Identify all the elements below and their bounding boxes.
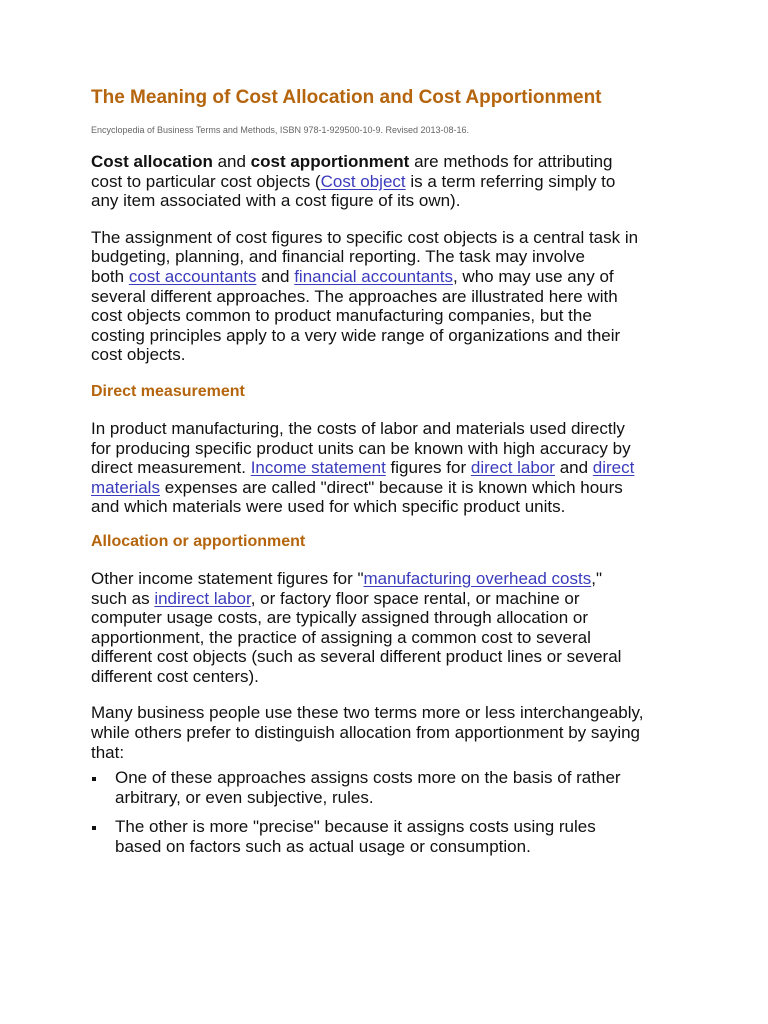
link-manufacturing-overhead-costs[interactable]: manufacturing overhead costs: [363, 568, 592, 588]
list-item: The other is more "precise" because it assigns costs using rules based on factors such as actual usage or consumption.: [91, 817, 691, 856]
link-cost-accountants[interactable]: cost accountants: [128, 266, 257, 286]
intro-paragraph: Cost allocation and cost apportionment are methods for attributing cost to particular cost objects (Cost object is a term referring simply to any item associated with a cost figure of its own).: [91, 152, 616, 211]
link-direct-materials[interactable]: direct: [592, 458, 635, 478]
link-income-statement[interactable]: Income statement: [250, 458, 386, 478]
assignment-paragraph: The assignment of cost figures to specific cost objects is a central task in budgeting, planning, and financial reporting. The task may involve both cost accountants and financial accountants, who may use any of several different approaches. The approaches are illustrated here with cost objects common to product manufacturing companies, but the costing principles apply to a very wide range of organizations and their cost objects.: [91, 227, 639, 365]
page-title: The Meaning of Cost Allocation and Cost Apportionment: [91, 87, 602, 108]
bullet-square-icon: [92, 826, 96, 830]
link-financial-accountants[interactable]: financial accountants: [294, 266, 453, 286]
direct-measurement-paragraph: In product manufacturing, the costs of labor and materials used directly for producing specific product units can be known with high accuracy by direct measurement. Income statement figures for direct labor and direct materials expenses are called "direct" because it is known which hours and which materials were used for which specific product units.: [91, 418, 635, 517]
term-cost-allocation: Cost allocation: [91, 152, 213, 171]
interchangeable-paragraph: Many business people use these two terms more or less interchangeably, while others prefer to distinguish allocation from apportionment by saying that:: [91, 703, 644, 762]
list-item: One of these approaches assigns costs more on the basis of rather arbitrary, or even subjective, rules.: [91, 768, 691, 807]
term-cost-apportionment: cost apportionment: [250, 152, 410, 171]
link-direct-labor[interactable]: direct labor: [470, 458, 555, 478]
link-indirect-labor[interactable]: indirect labor: [154, 588, 251, 608]
article: [91, 86, 691, 857]
link-direct-materials-cont[interactable]: materials: [91, 477, 160, 497]
bullet-square-icon: [92, 777, 96, 781]
heading-allocation-apportionment: Allocation or apportionment: [91, 532, 306, 550]
allocation-paragraph: Other income statement figures for "manufacturing overhead costs," such as indirect labor, or factory floor space rental, or machine or computer usage costs, are typically assigned through allocation or apportionment, the practice of assigning a common cost to several different cost objects (such as several different product lines or several different cost centers).: [91, 568, 622, 686]
link-cost-object[interactable]: Cost object: [320, 171, 406, 191]
citation: Encyclopedia of Business Terms and Methods, ISBN 978-1-929500-10-9. Revised 2013-08-16.: [91, 125, 470, 135]
bullet-list: [91, 768, 691, 856]
heading-direct-measurement: Direct measurement: [91, 382, 245, 400]
